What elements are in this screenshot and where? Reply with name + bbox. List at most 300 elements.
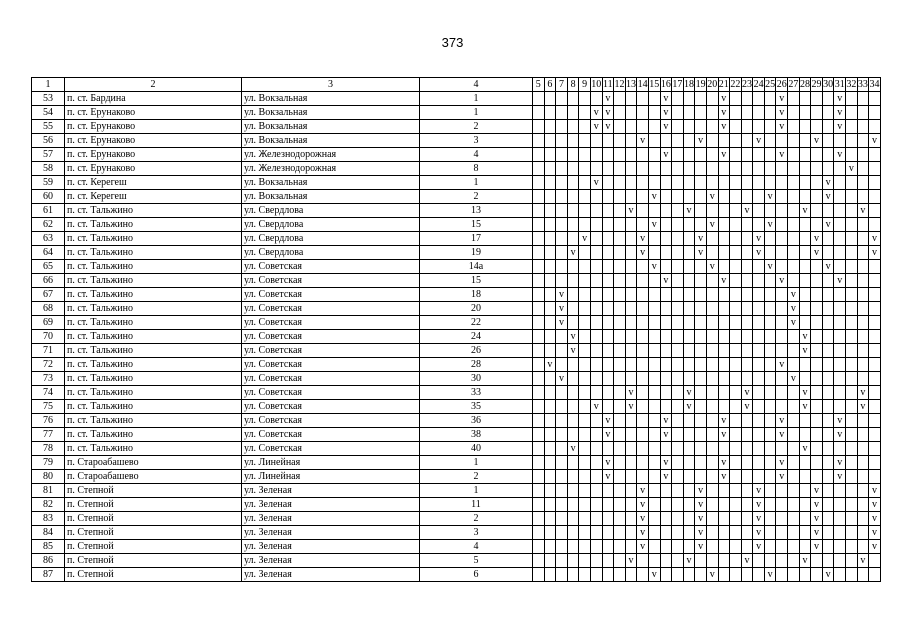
day-mark: v [834,414,846,428]
house-cell: 1 [420,456,533,470]
day-cell [834,218,846,232]
day-cell [672,288,684,302]
street-cell: ул. Свердлова [242,232,420,246]
street-cell: ул. Советская [242,386,420,400]
day-cell [753,414,765,428]
day-cell [614,260,626,274]
day-cell [556,470,568,484]
day-cell [533,302,545,316]
day-cell [811,386,823,400]
day-cell [730,260,742,274]
day-cell [556,120,568,134]
day-cell [811,162,823,176]
day-cell [799,92,811,106]
day-cell [625,428,637,442]
day-cell [625,568,637,582]
day-cell [741,92,753,106]
day-cell [660,246,672,260]
day-cell [567,554,579,568]
day-cell [637,456,649,470]
settlement-cell: п. Староабашево [65,470,242,484]
day-cell [788,470,800,484]
day-cell [869,148,881,162]
day-cell [718,288,730,302]
table-row [32,470,881,484]
table-row [32,274,881,288]
day-cell [822,372,834,386]
day-cell [730,218,742,232]
day-cell [567,148,579,162]
header-cell-20: 20 [707,79,718,90]
day-cell [567,92,579,106]
header-cell-5: 5 [533,78,545,92]
day-cell [533,428,545,442]
day-cell [869,372,881,386]
day-mark: v [695,540,707,554]
day-cell [695,386,707,400]
settlement-cell: п. Степной [65,540,242,554]
day-cell [695,330,707,344]
day-cell [706,540,718,554]
day-cell [695,204,707,218]
table-row [32,414,881,428]
day-cell [741,568,753,582]
day-cell [648,246,660,260]
day-cell [799,498,811,512]
day-cell [741,176,753,190]
house-cell: 2 [420,190,533,204]
day-cell [857,540,869,554]
day-cell [706,106,718,120]
day-cell [625,232,637,246]
day-cell [822,470,834,484]
day-cell [648,274,660,288]
day-mark: v [741,554,753,568]
day-cell [718,372,730,386]
day-cell [602,442,614,456]
street-cell: ул. Зеленая [242,540,420,554]
row-number: 77 [32,428,65,442]
day-cell [811,330,823,344]
day-cell [718,358,730,372]
day-cell [764,358,776,372]
row-number: 66 [32,274,65,288]
day-cell [660,330,672,344]
day-cell [544,442,556,456]
day-cell [811,92,823,106]
day-cell [683,260,695,274]
day-cell [730,442,742,456]
day-cell [683,148,695,162]
header-cell-25: 25 [765,79,776,90]
day-cell [567,288,579,302]
day-cell [556,484,568,498]
day-mark: v [637,484,649,498]
day-cell [741,120,753,134]
header-cell-30: 30 [823,79,834,90]
day-cell [672,232,684,246]
day-mark: v [834,428,846,442]
street-cell: ул. Советская [242,428,420,442]
day-cell [590,442,602,456]
day-cell [834,330,846,344]
day-cell [556,330,568,344]
day-cell [683,428,695,442]
day-mark: v [683,400,695,414]
day-cell [579,400,591,414]
day-cell [822,456,834,470]
day-cell [741,190,753,204]
day-cell [822,428,834,442]
table-row [32,344,881,358]
day-mark: v [602,428,614,442]
day-cell [660,204,672,218]
day-cell [695,344,707,358]
day-cell [869,302,881,316]
day-cell [718,540,730,554]
day-cell [706,288,718,302]
day-cell [567,218,579,232]
day-cell [764,120,776,134]
day-cell [533,498,545,512]
day-cell [544,498,556,512]
day-cell [811,554,823,568]
day-cell [788,344,800,358]
day-cell [625,106,637,120]
day-cell [614,120,626,134]
day-cell [741,288,753,302]
day-cell [648,526,660,540]
house-cell: 38 [420,428,533,442]
day-cell [706,120,718,134]
day-cell [718,232,730,246]
day-cell [648,442,660,456]
day-cell [811,428,823,442]
day-mark: v [741,204,753,218]
day-cell [614,204,626,218]
day-cell [846,512,858,526]
street-cell: ул. Советская [242,288,420,302]
day-cell [660,526,672,540]
day-cell [637,148,649,162]
day-cell [567,400,579,414]
day-mark: v [625,386,637,400]
day-cell [567,470,579,484]
day-cell [579,92,591,106]
day-cell [846,386,858,400]
day-cell [590,358,602,372]
day-cell [846,204,858,218]
day-cell [730,484,742,498]
day-cell [822,92,834,106]
day-cell [799,232,811,246]
table-row [32,176,881,190]
day-cell [846,554,858,568]
house-cell: 3 [420,526,533,540]
day-cell [822,120,834,134]
day-cell [544,302,556,316]
day-cell [753,554,765,568]
day-cell [857,512,869,526]
day-cell [660,442,672,456]
day-mark: v [590,120,602,134]
day-cell [544,120,556,134]
day-cell [625,526,637,540]
day-mark: v [695,134,707,148]
day-cell [706,526,718,540]
day-cell [625,120,637,134]
day-cell [799,106,811,120]
header-cell-8: 8 [567,78,579,92]
row-number: 56 [32,134,65,148]
day-cell [788,162,800,176]
house-cell: 8 [420,162,533,176]
day-cell [637,218,649,232]
day-cell [602,372,614,386]
day-cell [730,204,742,218]
day-cell [846,400,858,414]
day-cell [533,274,545,288]
day-cell [614,344,626,358]
house-cell: 1 [420,484,533,498]
day-cell [556,246,568,260]
day-cell [846,568,858,582]
day-cell [776,498,788,512]
day-cell [579,414,591,428]
header-cell-31: 31 [834,79,845,90]
table-row [32,288,881,302]
day-cell [544,540,556,554]
day-cell [730,358,742,372]
day-mark: v [834,148,846,162]
day-cell [637,470,649,484]
day-cell [846,148,858,162]
day-cell [590,288,602,302]
day-cell [579,512,591,526]
day-mark: v [660,428,672,442]
day-cell [764,274,776,288]
day-cell [683,232,695,246]
day-cell [706,428,718,442]
day-cell [822,204,834,218]
settlement-cell: п. ст. Керегеш [65,176,242,190]
day-cell [602,148,614,162]
day-cell [846,456,858,470]
day-cell [625,344,637,358]
day-cell [753,568,765,582]
day-cell [590,372,602,386]
day-cell [869,470,881,484]
day-cell [869,330,881,344]
day-mark: v [764,568,776,582]
day-cell [602,218,614,232]
day-cell [614,470,626,484]
day-cell [683,512,695,526]
day-cell [533,316,545,330]
day-cell [834,442,846,456]
day-cell [822,106,834,120]
day-cell [579,554,591,568]
day-cell [834,568,846,582]
day-cell [776,204,788,218]
day-cell [556,190,568,204]
house-cell: 1 [420,176,533,190]
day-cell [706,92,718,106]
day-cell [590,456,602,470]
page-number: 373 [441,35,464,50]
day-cell [614,442,626,456]
day-cell [776,554,788,568]
day-cell [544,316,556,330]
day-cell [625,218,637,232]
day-cell [533,246,545,260]
day-cell [706,372,718,386]
day-cell [590,512,602,526]
day-cell [857,316,869,330]
day-cell [614,484,626,498]
house-cell: 15 [420,218,533,232]
day-cell [799,302,811,316]
day-cell [776,400,788,414]
table-row [32,148,881,162]
house-cell: 33 [420,386,533,400]
day-cell [544,92,556,106]
day-cell [683,568,695,582]
day-cell [567,498,579,512]
day-cell [695,274,707,288]
day-cell [648,288,660,302]
day-cell [590,92,602,106]
day-cell [718,316,730,330]
day-cell [869,120,881,134]
day-cell [660,568,672,582]
day-cell [648,232,660,246]
house-cell: 30 [420,372,533,386]
day-cell [672,442,684,456]
day-cell [741,274,753,288]
day-cell [579,162,591,176]
day-cell [811,288,823,302]
day-mark: v [834,92,846,106]
day-cell [590,498,602,512]
day-cell [822,540,834,554]
day-cell [695,92,707,106]
day-cell [741,302,753,316]
day-cell [544,288,556,302]
day-cell [741,456,753,470]
settlement-cell: п. ст. Ерунаково [65,162,242,176]
day-cell [648,302,660,316]
day-cell [672,260,684,274]
day-cell [625,134,637,148]
row-number: 65 [32,260,65,274]
day-cell [544,428,556,442]
day-cell [602,540,614,554]
day-cell [556,106,568,120]
day-cell [764,456,776,470]
schedule-table [31,77,881,582]
settlement-cell: п. ст. Тальжино [65,372,242,386]
table-row [32,232,881,246]
day-cell [811,260,823,274]
day-cell [533,540,545,554]
day-cell [776,512,788,526]
day-cell [695,456,707,470]
day-cell [811,470,823,484]
street-cell: ул. Зеленая [242,498,420,512]
day-cell [788,498,800,512]
settlement-cell: п. ст. Тальжино [65,260,242,274]
day-mark: v [602,106,614,120]
day-cell [660,358,672,372]
day-cell [567,568,579,582]
day-mark: v [706,568,718,582]
day-cell [846,246,858,260]
day-cell [822,246,834,260]
settlement-cell: п. Степной [65,526,242,540]
day-cell [718,344,730,358]
day-cell [764,442,776,456]
day-cell [602,498,614,512]
day-cell [776,568,788,582]
day-cell [695,568,707,582]
day-cell [602,162,614,176]
day-cell [683,120,695,134]
day-mark: v [834,120,846,134]
day-cell [834,540,846,554]
header-cell-26: 26 [776,79,787,90]
day-cell [556,456,568,470]
day-cell [672,218,684,232]
day-cell [672,456,684,470]
day-cell [764,428,776,442]
day-mark: v [776,92,788,106]
day-cell [648,498,660,512]
day-cell [683,134,695,148]
day-cell [799,512,811,526]
day-mark: v [776,274,788,288]
day-cell [637,260,649,274]
day-cell [718,512,730,526]
row-number: 57 [32,148,65,162]
house-cell: 13 [420,204,533,218]
day-cell [567,190,579,204]
day-cell [579,148,591,162]
day-cell [869,218,881,232]
day-cell [590,554,602,568]
day-cell [811,358,823,372]
day-cell [556,204,568,218]
day-cell [637,288,649,302]
day-cell [567,302,579,316]
day-cell [625,442,637,456]
day-cell [625,162,637,176]
day-cell [764,386,776,400]
day-cell [556,554,568,568]
day-cell [776,288,788,302]
day-cell [764,526,776,540]
day-cell [822,162,834,176]
day-cell [834,372,846,386]
day-mark: v [799,442,811,456]
day-cell [869,414,881,428]
day-cell [672,274,684,288]
day-cell [753,120,765,134]
day-mark: v [753,232,765,246]
day-cell [788,428,800,442]
header-cell-11: 11 [603,79,613,90]
day-cell [660,190,672,204]
